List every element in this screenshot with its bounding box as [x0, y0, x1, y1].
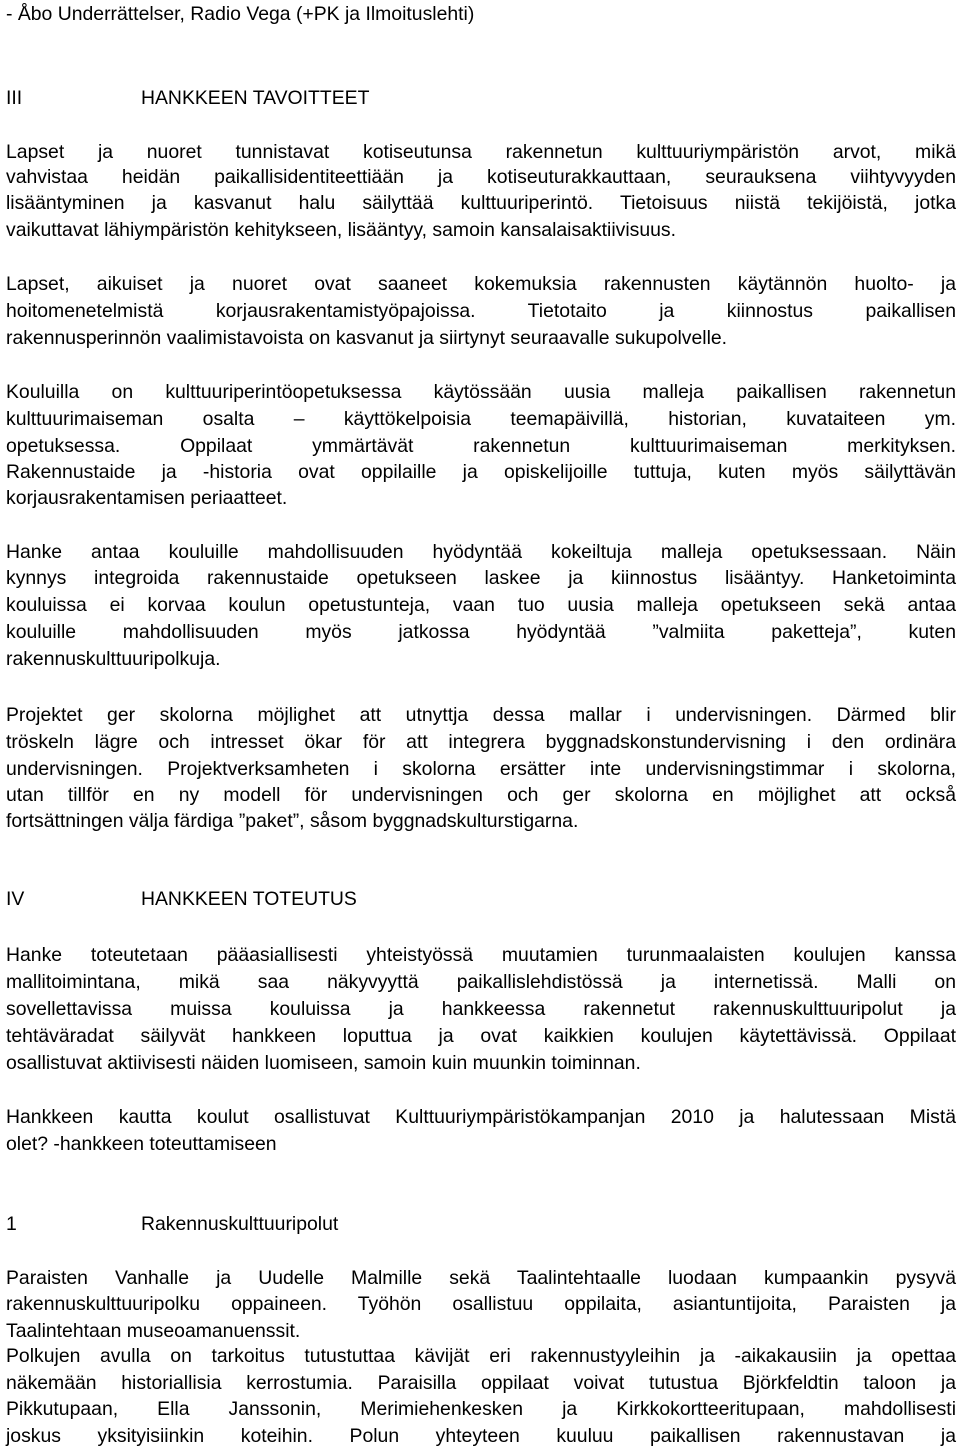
paragraph-line: Projektet ger skolorna möjlighet att utnyttja dessa mallar i undervisningen. Därmed blir [6, 704, 956, 726]
paragraph-line: vahvistaa heidän paikallisidentiteettiään ja kotiseuturakkauttaan, seurauksena viihtyvyyden [6, 166, 956, 188]
paragraph-line: utan tillför en ny modell för undervisningen och ger skolorna en möjlighet att också [6, 784, 956, 806]
list-item: - Åbo Underrättelser, Radio Vega (+PK ja Ilmoituslehti) [6, 3, 475, 25]
section-number: IV [6, 888, 25, 910]
paragraph-line: kulttuurimaiseman osalta – käyttökelpoisia teemapäivillä, historian, kuvataiteen ym. [6, 408, 956, 430]
paragraph-line: kynnys integroida rakennustaide opetukseen laskee ja kiinnostus lisääntyy. Hanketoiminta [6, 567, 956, 589]
paragraph-line: näkemään historiallisia kerrostumia. Paraisilla oppilaat voivat tutustua Björkfeldtin taloon ja [6, 1372, 956, 1394]
paragraph-line: mallitoimintana, mikä saa näkyvyyttä paikallislehdistössä ja internetissä. Malli on [6, 971, 956, 993]
paragraph-line: rakennuskulttuuripolku oppaineen. Työhön osallistuu oppilaita, asiantuntijoita, Paraisten ja [6, 1293, 956, 1315]
paragraph-line: osallistuvat aktiivisesti näiden luomiseen, samoin kuin muunkin toiminnan. [6, 1052, 641, 1074]
subsection-number: 1 [6, 1213, 17, 1235]
subsection-heading [6, 1212, 956, 1236]
paragraph-line: Hanke antaa kouluille mahdollisuuden hyödyntää kokeiltuja malleja opetuksessaan. Näin [6, 541, 956, 563]
paragraph-line: korjausrakentamisen periaatteet. [6, 487, 288, 509]
paragraph-line: Lapset ja nuoret tunnistavat kotiseutunsa rakennetun kulttuuriympäristön arvot, mikä [6, 141, 956, 163]
paragraph-line: lisääntyminen ja kasvanut halu säilyttää kulttuuriperintö. Tietoisuus niistä tekijöistä, jotka [6, 192, 956, 214]
paragraph-line: Paraisten Vanhalle ja Uudelle Malmille sekä Taalintehtaalle luodaan kumpaankin pysyvä [6, 1267, 956, 1289]
paragraph-line: Taalintehtaan museoamanuenssit. [6, 1320, 301, 1342]
paragraph-line: Hankkeen kautta koulut osallistuvat Kulttuuriympäristökampanjan 2010 ja halutessaan Mistä [6, 1106, 956, 1128]
section-heading [6, 86, 956, 110]
section-title: HANKKEEN TAVOITTEET [141, 87, 370, 109]
section-title: HANKKEEN TOTEUTUS [141, 888, 357, 910]
paragraph-line: fortsättningen välja färdiga ”paket”, såsom byggnadskulturstigarna. [6, 810, 579, 832]
paragraph-line: Polkujen avulla on tarkoitus tutustuttaa kävijät eri rakennustyyleihin ja -aikakausiin ja opettaa [6, 1345, 956, 1367]
paragraph-line: tehtäväradat säilyvät hankkeen loputtua ja ovat kaikkien koulujen käytettävissä. Oppilaat [6, 1025, 956, 1047]
paragraph-line: Lapset, aikuiset ja nuoret ovat saaneet kokemuksia rakennusten käytännön huolto- ja [6, 273, 956, 295]
paragraph-line: Rakennustaide ja -historia ovat oppilaille ja opiskelijoille tuttuja, kuten myös säilyttävän [6, 461, 956, 483]
paragraph-line: hoitomenetelmistä korjausrakentamistyöpajoissa. Tietotaito ja kiinnostus paikallisen [6, 300, 956, 322]
paragraph-line: Kouluilla on kulttuuriperintöopetuksessa käytössään uusia malleja paikallisen rakennetun [6, 381, 956, 403]
paragraph-line: olet? -hankkeen toteuttamiseen [6, 1133, 277, 1155]
paragraph-line: undervisningen. Projektverksamheten i skolorna ersätter inte undervisningstimmar i skolorna, [6, 758, 956, 780]
paragraph-line: joskus yksityisiinkin koteihin. Polun yhteyteen kuuluu paikallisen rakennustavan ja [6, 1425, 956, 1447]
paragraph-line: rakennuskulttuuripolkuja. [6, 648, 221, 670]
paragraph-line: tröskeln lägre och intresset ökar för att integrera byggnadskonstundervisning i den ordinära [6, 731, 956, 753]
paragraph-line: opetuksessa. Oppilaat ymmärtävät rakennetun kulttuurimaiseman merkityksen. [6, 435, 956, 457]
paragraph-line: Hanke toteutetaan pääasiallisesti yhteistyössä muutamien turunmaalaisten koulujen kanssa [6, 944, 956, 966]
section-number: III [6, 87, 23, 109]
subsection-title: Rakennuskulttuuripolut [141, 1213, 339, 1235]
paragraph-line: sovellettavissa muissa kouluissa ja hankkeessa rakennetut rakennuskulttuuripolut ja [6, 998, 956, 1020]
paragraph-line: vaikuttavat lähiympäristön kehitykseen, lisääntyy, samoin kansalaisaktiivisuus. [6, 219, 676, 241]
paragraph-line: rakennusperinnön vaalimistavoista on kasvanut ja siirtynyt seuraavalle sukupolvelle. [6, 327, 728, 349]
paragraph-line: kouluissa ei korvaa koulun opetustunteja, vaan tuo uusia malleja opetukseen sekä antaa [6, 594, 956, 616]
paragraph-line: Pikkutupaan, Ella Janssonin, Merimiehenkesken ja Kirkkokortteeritupaan, mahdollisesti [6, 1398, 956, 1420]
paragraph-line: kouluille mahdollisuuden myös jatkossa hyödyntää ”valmiita paketteja”, kuten [6, 621, 956, 643]
section-heading [6, 887, 956, 911]
